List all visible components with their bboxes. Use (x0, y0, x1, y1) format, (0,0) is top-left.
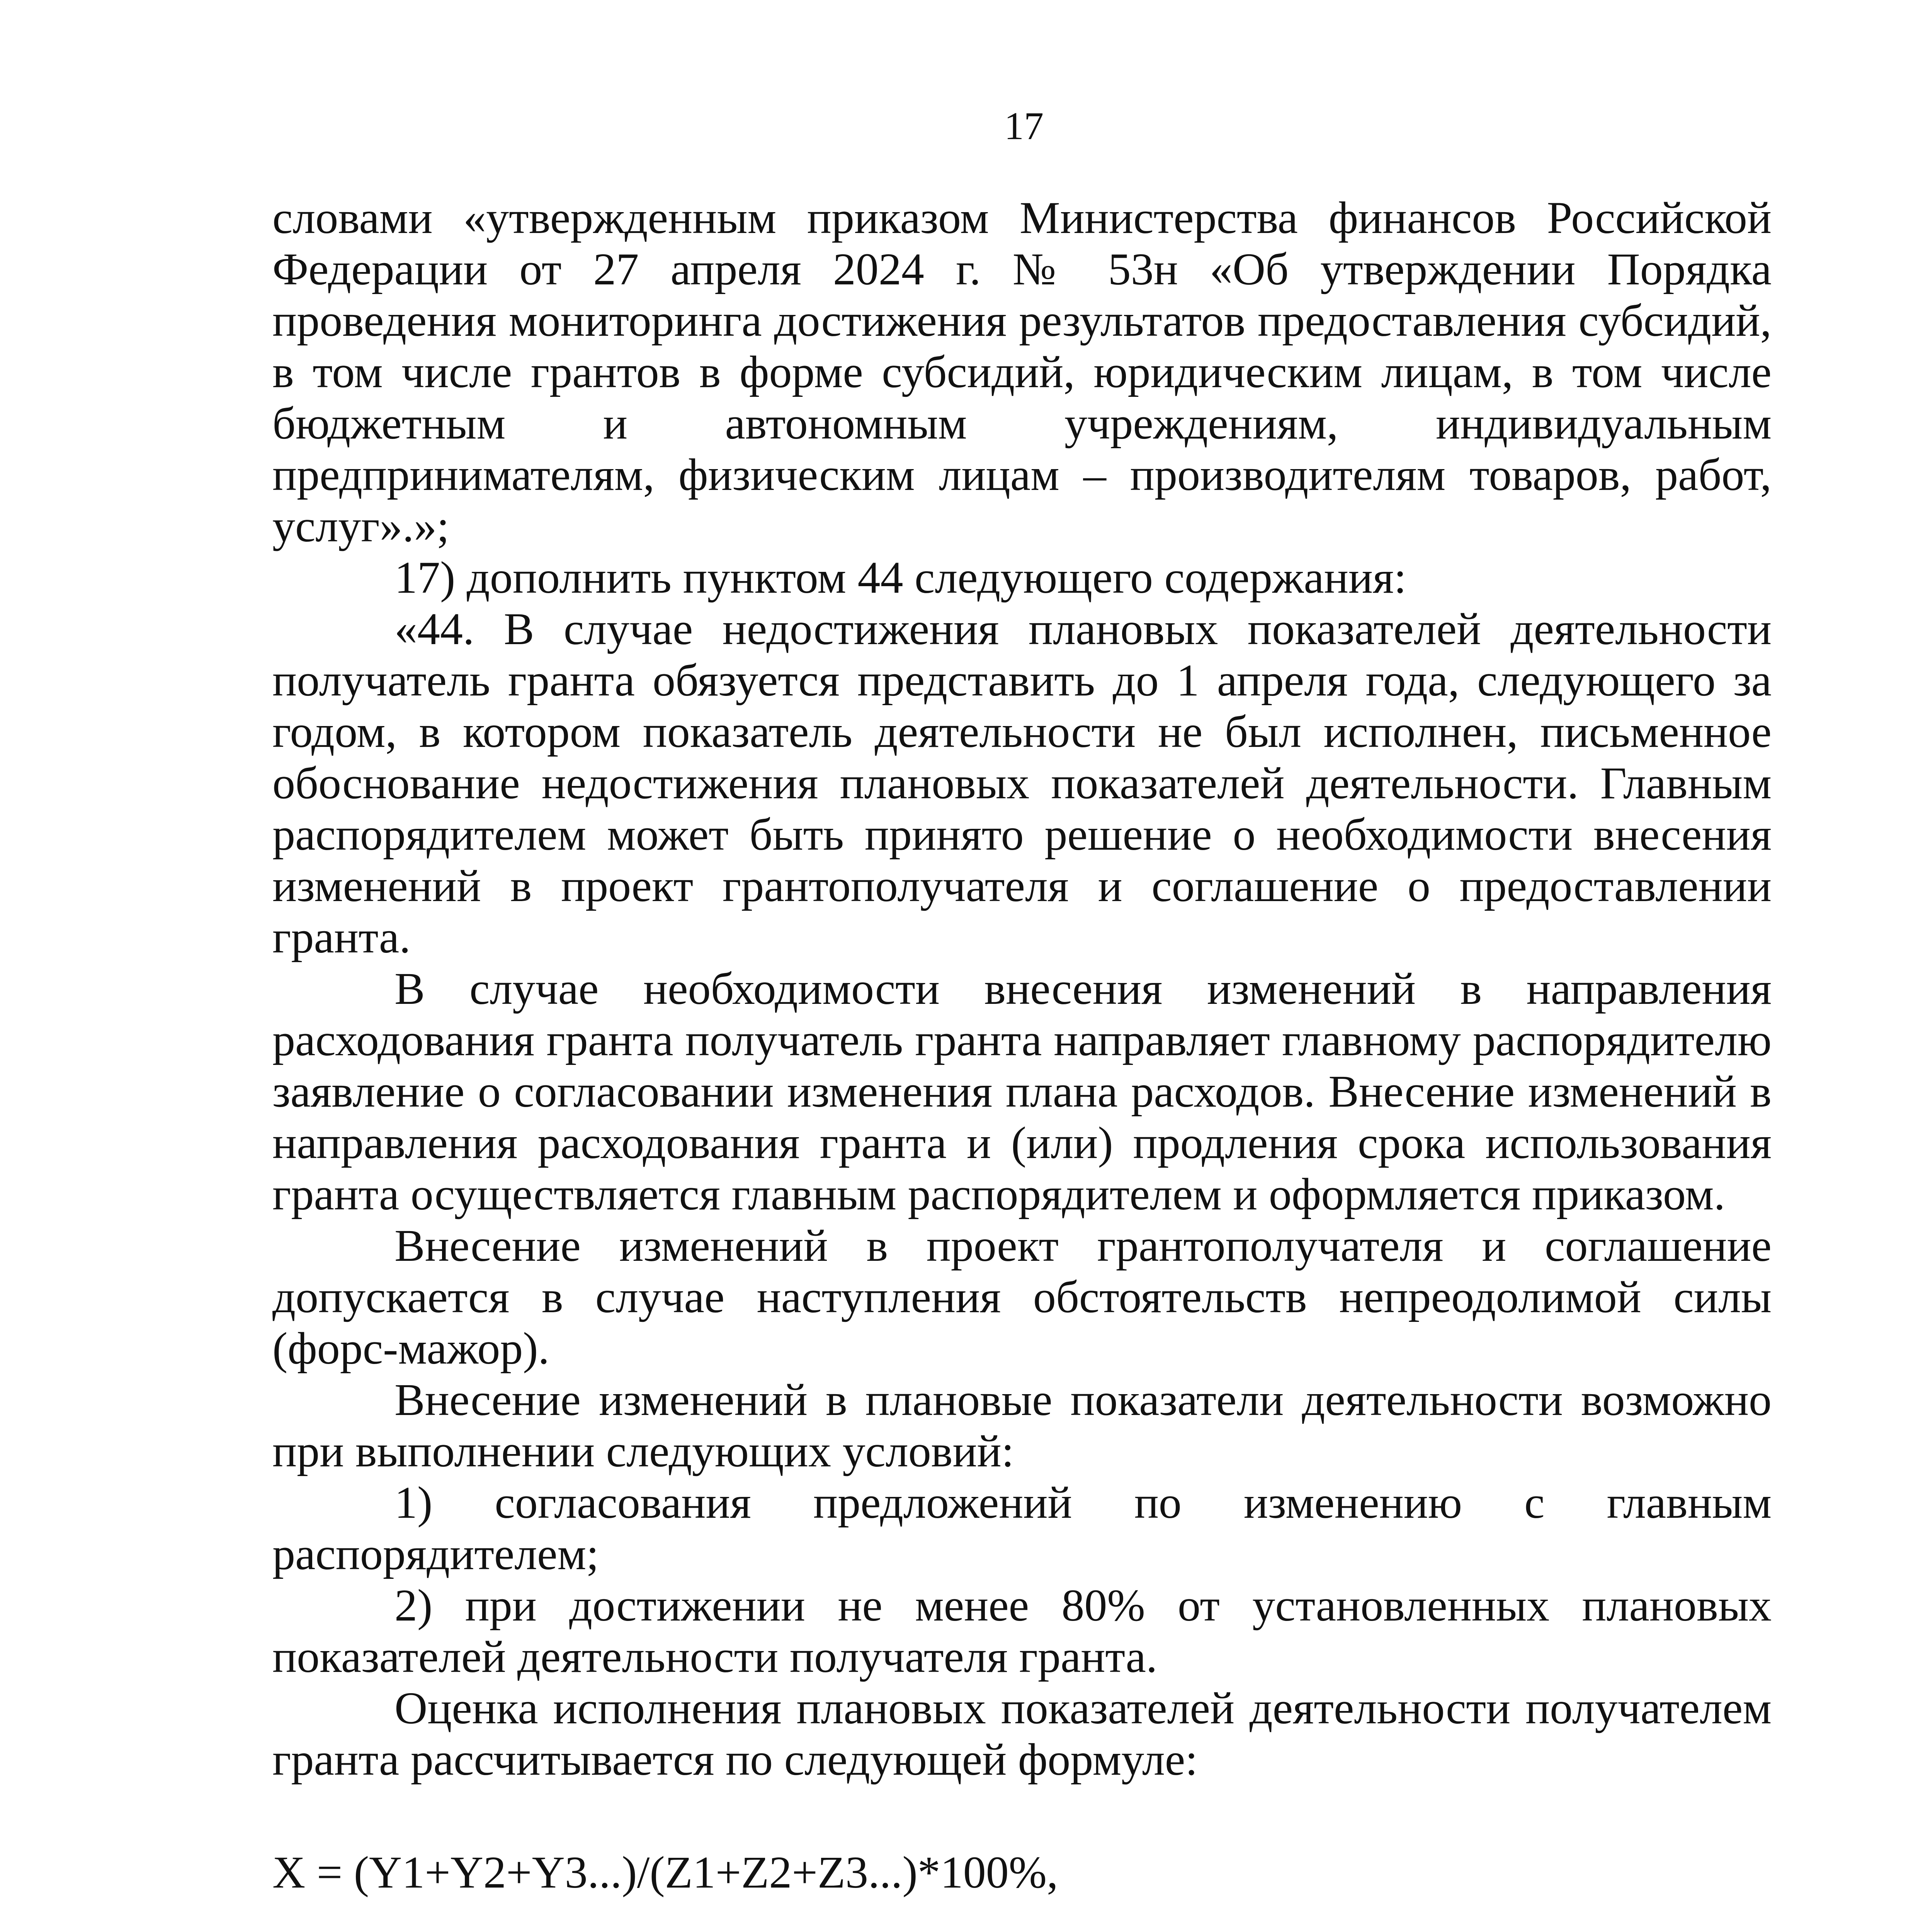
paragraph-clause-44: «44. В случае недостижения плановых показателей деятельности получатель гранта обязуется представить до 1 апреля года, следующего за годом, в котором показатель деятельности не был исполнен, письменное обоснование недостижения плановых показателей деятельности. Главным распорядителем может быть принято решение о необходимости внесения изменений в проект грантополучателя и соглашение о предоставлении гранта. (272, 604, 1772, 963)
paragraph-expense-changes: В случае необходимости внесения изменений в направления расходования гранта получатель гранта направляет главному распорядителю заявление о согласовании изменения плана расходов. Внесение изменений в направления расходования гранта и (или) продления срока использования гранта осуществляется главным распорядителем и оформляется приказом. (272, 963, 1772, 1219)
paragraph-conditions-intro: Внесение изменений в плановые показатели деятельности возможно при выполнении следующих условий: (272, 1374, 1772, 1476)
paragraph-continuation: словами «утвержденным приказом Министерства финансов Российской Федерации от 27 апреля 2024 г. № 53н «Об утверждении Порядка проведения мониторинга достижения результатов предоставления субсидий, в том числе грантов в форме субсидий, юридическим лицам, в том числе бюджетным и автономным учреждениям, индивидуальным предпринимателям, физическим лицам – производителям товаров, работ, услуг».»; (272, 192, 1772, 551)
paragraph-formula-intro: Оценка исполнения плановых показателей деятельности получателем гранта рассчитывается по следующей формуле: (272, 1683, 1772, 1785)
document-body (272, 192, 1772, 1932)
paragraph-item-17: 17) дополнить пунктом 44 следующего содержания: (394, 552, 1407, 603)
paragraph-condition-1: 1) согласования предложений по изменению с главным распорядителем; (272, 1477, 1772, 1579)
paragraph-condition-2: 2) при достижении не менее 80% от установленных плановых показателей деятельности получателя гранта. (272, 1580, 1772, 1682)
formula: X = (Y1+Y2+Y3...)/(Z1+Z2+Z3...)*100%, (272, 1847, 1058, 1898)
page-number: 17 (1004, 104, 1044, 148)
paragraph-force-majeure: Внесение изменений в проект грантополучателя и соглашение допускается в случае наступления обстоятельств непреодолимой силы (форс-мажор). (272, 1220, 1772, 1374)
